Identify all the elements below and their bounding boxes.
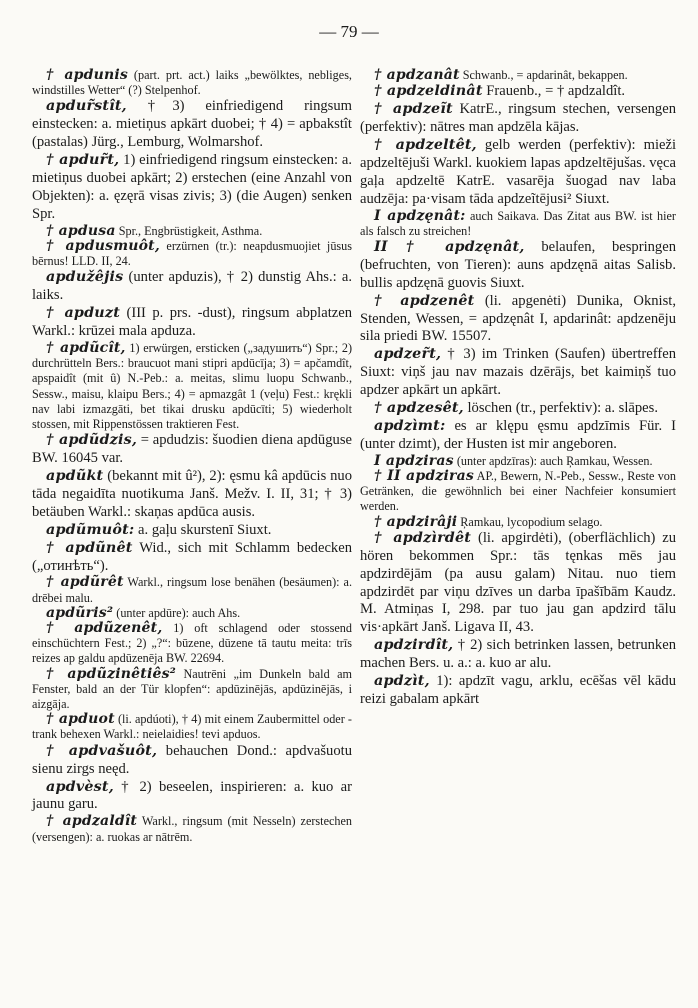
entry-headword: apdũris²	[46, 604, 114, 621]
dictionary-entry	[360, 530, 676, 637]
dictionary-entry	[360, 400, 676, 418]
entry-text: a. gaļu skurstenī Siuxt.	[134, 521, 272, 538]
entry-headword: apdũmuôt:	[46, 521, 135, 538]
entry-headword: † apdzesêt,	[374, 400, 464, 417]
entry-text: Nautrēni „im Dunkeln bald am Fenster, bald an der Tür klopfen“: apdūzinējās, apdūzinējās, i aizgāja.	[32, 666, 352, 712]
entry-headword: † apdunis	[46, 67, 129, 83]
entry-headword: † apdũcît,	[46, 339, 126, 356]
dictionary-entry	[32, 522, 352, 540]
entry-text: 1): apdzīt vagu, arklu, ecēšas vēl kādu reizi gabalam apkārt	[360, 673, 676, 707]
entry-text: (unter apdūre): auch Ahs.	[113, 605, 241, 620]
dictionary-entry	[32, 341, 352, 432]
entry-text: 1) einfriedigend ringsum einstecken: a. mietiņus duobei apkārt; 2) erstechen (eine Anzahl von Objekten): a. ęzęrā visas zivis; 3) (die Augen) senken Spr.	[32, 152, 352, 222]
entry-headword: † apdzaldît	[46, 813, 138, 830]
entry-headword: apdzìmt:	[374, 418, 446, 435]
entry-text: gelb werden (perfektiv): mieži apdzeltējuši Warkl. kuokiem lapas apdzeltējušas. vęca gaļa apdzeltē KatrE. vasarēja šuogad nav laba audzēja: pa·visam tāda apdzeĩtējusi² Siuxt.	[360, 136, 677, 207]
entry-headword: † apdũzenêt,	[46, 620, 163, 637]
entry-text: (III p. prs. -dust), ringsum abplatzen Warkl.: krūzei mala apduza.	[32, 305, 353, 340]
dictionary-entry	[360, 209, 676, 239]
entry-headword: † apdũzinêtiês²	[46, 665, 177, 682]
dictionary-entry	[32, 621, 352, 667]
dictionary-entry	[32, 712, 352, 742]
dictionary-entry	[32, 468, 352, 522]
entry-text: es ar klępu ęsmu apdzīmis Für. I (unter dzimt), der Husten ist mir angeboren.	[360, 418, 676, 452]
entry-headword: † apdusmuôt,	[46, 237, 160, 254]
entry-text: (unter apdzīras): auch Ŗamkau, Wessen.	[453, 453, 653, 468]
dictionary-entry	[32, 814, 352, 844]
dictionary-entry	[360, 101, 676, 137]
dictionary-entry	[360, 637, 676, 673]
dictionary-entry	[32, 540, 352, 576]
entry-text: † 2) beseelen, inspirieren: a. kuo ar jaunu garu.	[32, 778, 352, 813]
entry-headword: † apdũrêt	[46, 574, 124, 591]
dictionary-entry	[360, 293, 676, 347]
dictionary-entry	[32, 432, 352, 468]
entry-text: auch Saikava. Das Zitat aus BW. ist hier als falsch zu streichen!	[360, 208, 676, 238]
dictionary-entry	[32, 239, 352, 269]
entry-headword: † apdzenêt	[374, 292, 475, 309]
entry-headword: I apdziras	[374, 452, 454, 469]
entry-text: Ŗamkau, lycopodium selago.	[457, 514, 603, 529]
entry-headword: II † apdzęnât,	[374, 238, 525, 255]
dictionary-entry	[360, 346, 676, 400]
entry-headword: apdzer̃t,	[374, 346, 442, 363]
entry-headword: † apduot	[46, 711, 115, 728]
entry-text: Spr., Engbrüstigkeit, Asthma.	[115, 223, 263, 238]
entry-text: erzürnen (tr.): neapdusmuojiet jūsus bērnus! LLD. II, 24.	[32, 238, 352, 269]
dictionary-entry	[32, 667, 352, 713]
entry-headword: † apdusa	[46, 222, 116, 239]
entry-headword: † II apdziras	[374, 468, 474, 485]
dictionary-entry	[360, 83, 676, 101]
entry-headword: † apdũdzis,	[46, 432, 138, 449]
dictionary-entry	[32, 98, 352, 152]
dictionary-entry	[32, 224, 352, 239]
entry-headword: apdũkt	[46, 468, 104, 485]
entry-text: † 2) sich betrinken lassen, betrunken machen Bers. u. a.: a. kuo ar alu.	[360, 637, 676, 672]
entry-text: Schwanb., = apdarinât, bekappen.	[459, 68, 628, 82]
dictionary-entry	[360, 673, 676, 709]
entry-text: (li. apdúoti), † 4) mit einem Zaubermittel oder -trank behexen Warkl.: neielaidies! tevi apduos.	[32, 712, 352, 742]
entry-text: KatrE., ringsum stechen, versengen (perfektiv): nātres man apdzēla kājas.	[360, 101, 676, 136]
entry-headword: apdzìt,	[374, 673, 430, 690]
dictionary-entry	[32, 743, 352, 779]
entry-text: (unter apduzis), † 2) dunstig Ahs.: a. laiks.	[32, 269, 352, 304]
entry-headword: † apduzt	[46, 305, 121, 322]
entry-text: 1) oft schlagend oder stossend einschüchtern Fest.; 2) „?“: būzene, dūzene tā tautu meita: trīs reizes ap galdu apdūzenēja BW. 22694.	[32, 621, 352, 666]
entry-headword: † apdvašuôt,	[46, 742, 158, 759]
entry-text: (part. prt. act.) laiks „bewölktes, nebliges, windstilles Wetter“ (?) Stelpenhof.	[32, 68, 352, 98]
entry-headword: † apdzirâji	[374, 513, 458, 530]
dictionary-entry	[360, 68, 676, 83]
dictionary-entry	[32, 152, 352, 224]
entry-headword: † apdũnêt	[46, 539, 133, 556]
dictionary-entry	[360, 454, 676, 469]
entry-headword: I apdzęnât:	[374, 207, 466, 224]
entry-headword: † apdur̃t,	[46, 152, 120, 169]
entry-text: (li. apgirdėti), (oberflächlich) zu hören bekommen Spr.: tās tęnkas mēs jau apdzirdējām (pa ausu galam) Nitau. nuo tiem apdzirdēt par viņu dzīves un darba īpašībām Kaudz. M. Atmiņas I, 298. par tuo jau gan apdzird tālu vis·apkārt Janš. Ligava II, 43.	[360, 529, 676, 636]
dictionary-entry	[360, 515, 676, 530]
entry-text: Wid., sich mit Schlamm bedecken („отинѣть“).	[32, 539, 352, 574]
dictionary-entry	[32, 779, 352, 815]
entry-text: † 3) im Trinken (Saufen) übertreffen Siuxt: viņš jau nav mazais dzērājs, bet kaimiņš tuo apdzer apkārt un apkārt.	[360, 346, 676, 399]
entry-headword: † apdzeltêt,	[374, 136, 477, 153]
right-column	[360, 68, 676, 709]
left-column	[32, 68, 352, 845]
entry-text: Frauenb., = † apdzaldît.	[482, 83, 626, 100]
entry-text: (li. apgenėti) Dunika, Oknist, Stenden, Wessen, = apdzęnât I, apdarinât: apdzenēju sila priedi BW. 15507.	[360, 292, 676, 345]
entry-headword: apdvèst,	[46, 778, 114, 795]
dictionary-entry	[32, 575, 352, 605]
entry-text: behauchen Dond.: apdvašuotu sienu zirgs neęd.	[32, 742, 352, 777]
entry-headword: apdur̃stît,	[46, 98, 127, 115]
entry-text: AP., Bewern, N.-Peb., Sessw., Reste von Getränken, die gewöhnlich bei einer Nachfeier konsumiert werden.	[360, 469, 676, 514]
dictionary-entry	[360, 239, 676, 293]
entry-headword: apdužêjis	[46, 269, 124, 286]
entry-headword: † apdzìrdêt	[374, 529, 472, 546]
dictionary-entry	[360, 418, 676, 454]
dictionary-entry	[32, 606, 352, 621]
dictionary-entry	[360, 469, 676, 515]
entry-headword: apdzirdît,	[374, 637, 454, 654]
dictionary-entry	[32, 269, 352, 305]
entry-text: belaufen, bespringen (befruchten, von Tieren): auns apdzęnā aitas Salisb. bullis apdzęnā guovis Siuxt.	[360, 238, 676, 291]
entry-text: Warkl., ringsum lose benähen (besäumen): a. drēbei malu.	[32, 575, 353, 605]
entry-text: Warkl., ringsum (mit Nesseln) zerstechen (versengen): a. ruokas ar nātrēm.	[32, 814, 352, 844]
entry-headword: † apdzanât	[374, 67, 460, 83]
entry-text: (bekannt mit û²), 2): ęsmu kâ apdūcis nuo tāda negaidīta nuotikuma Janš. Mežv. I. II, 31; † 3) betäuben Warkl.: skaņas apdūca ausis.	[32, 468, 352, 520]
dictionary-entry	[32, 68, 352, 98]
dictionary-entry	[32, 305, 352, 341]
dictionary-entry	[360, 137, 676, 209]
entry-text: löschen (tr., perfektiv): a. slāpes.	[463, 400, 658, 417]
entry-headword: † apdzeĩt	[374, 101, 453, 118]
entry-text: 1) erwürgen, ersticken („задушить“) Spr.; 2) durchrütteln Bers.: braucuot mani stipri apdūcīja; 3) = apčamdît, apspaidît (mit û) N.-Peb.: a. meitas, slimu luopu Schwanb., Sessw., maisu, klaipu Bers.; 4) = apmazgât 1 (veļu) Fest.: krękli nav labi izmazgāti, bet tikai drusku apdūcīti; 5) wiederholt stossen, mit Rippenstössen traktieren Fest.	[32, 340, 353, 431]
entry-text: †3) einfriedigend ringsum einstecken: a. mietiņus apkārt duobei; † 4) = apbakstît (pastalas) Jürg., Lemburg, Wolmarshof.	[32, 98, 352, 151]
entry-text: = apdudzis: šuodien diena apdūguse BW. 16045 var.	[32, 432, 352, 467]
page-number: — 79 —	[319, 22, 379, 41]
entry-headword: † apdzeldinât	[374, 83, 483, 100]
